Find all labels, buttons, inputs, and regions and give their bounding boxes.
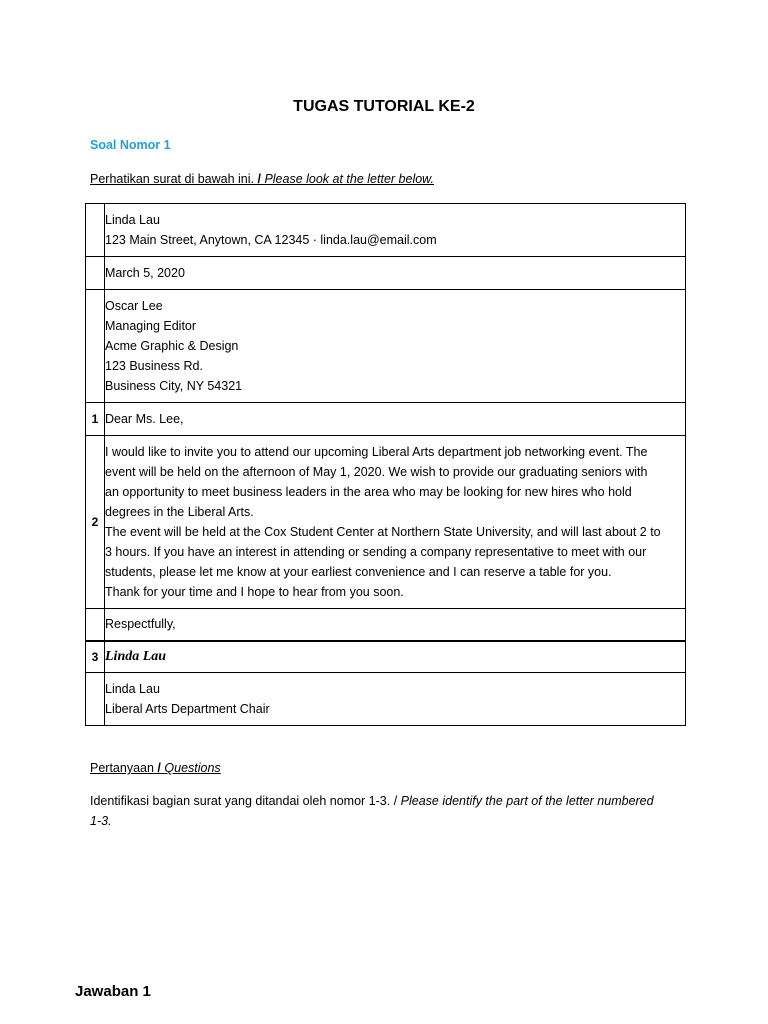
letter-table <box>85 203 686 726</box>
letter-row-closing <box>86 609 686 641</box>
letter-row-signature <box>86 641 686 673</box>
instruction-text-en: Please look at the letter below. <box>264 172 434 186</box>
recipient-line: Oscar Lee <box>105 299 163 313</box>
recipient-line: Managing Editor <box>105 319 197 333</box>
recipient-line: 123 Business Rd. <box>105 359 203 373</box>
row-number-3: 3 <box>86 641 105 673</box>
body-line: I would like to invite you to attend our upcoming Liberal Arts department job networking event. The <box>105 445 648 459</box>
letter-row-recipient <box>86 290 686 403</box>
sender-cell <box>105 204 686 257</box>
body-line: degrees in the Liberal Arts. <box>105 505 254 519</box>
signer-cell <box>105 673 686 726</box>
letter-row-body <box>86 436 686 609</box>
date-cell <box>105 257 686 290</box>
prompt-text-id: Identifikasi bagian surat yang ditandai oleh nomor 1-3. <box>90 794 391 808</box>
body-line: students, please let me know at your earliest convenience and I can reserve a table for you. <box>105 565 612 579</box>
signature-cell <box>105 641 686 673</box>
sender-address: 123 Main Street, Anytown, CA 12345 · linda.lau@email.com <box>105 233 437 247</box>
questions-heading <box>90 759 221 777</box>
body-line: an opportunity to meet business leaders in the area who may be looking for new hires who hold <box>105 485 632 499</box>
questions-heading-en: Questions <box>164 761 221 775</box>
row-number-cell <box>86 257 105 290</box>
answer-heading: Jawaban 1 <box>75 983 151 1000</box>
prompt-line-1 <box>90 791 654 811</box>
letter-instruction <box>90 170 434 188</box>
letter-date: March 5, 2020 <box>105 266 185 280</box>
salutation-cell <box>105 403 686 436</box>
letter-row-date <box>86 257 686 290</box>
prompt-text-en: Please identify the part of the letter numbered <box>400 794 654 808</box>
recipient-line: Acme Graphic & Design <box>105 339 239 353</box>
letter-row-sender <box>86 204 686 257</box>
instruction-separator: / <box>257 172 261 186</box>
row-number-cell <box>86 609 105 641</box>
body-line: The event will be held at the Cox Student Center at Northern State University, and will last about 2 to <box>105 525 661 539</box>
question-prompt <box>90 791 654 831</box>
body-line: 3 hours. If you have an interest in attending or sending a company representative to meet with our <box>105 545 647 559</box>
prompt-separator: / <box>393 794 398 808</box>
letter-row-signer <box>86 673 686 726</box>
sender-name: Linda Lau <box>105 213 160 227</box>
signature: Linda Lau <box>105 648 167 664</box>
questions-heading-id: Pertanyaan <box>90 761 154 775</box>
instruction-text-id: Perhatikan surat di bawah ini. <box>90 172 254 186</box>
recipient-cell <box>105 290 686 403</box>
signer-name: Linda Lau <box>105 682 160 696</box>
signer-title: Liberal Arts Department Chair <box>105 702 270 716</box>
body-line: event will be held on the afternoon of May 1, 2020. We wish to provide our graduating seniors with <box>105 465 648 479</box>
closing-cell <box>105 609 686 641</box>
body-line: Thank for your time and I hope to hear from you soon. <box>105 585 404 599</box>
row-number-2: 2 <box>86 436 105 609</box>
row-number-cell <box>86 204 105 257</box>
document-title: TUGAS TUTORIAL KE-2 <box>293 98 475 115</box>
row-number-cell <box>86 673 105 726</box>
letter-row-salutation <box>86 403 686 436</box>
complimentary-close: Respectfully, <box>105 617 176 632</box>
section-heading: Soal Nomor 1 <box>90 138 171 152</box>
recipient-line: Business City, NY 54321 <box>105 379 243 393</box>
row-number-cell <box>86 290 105 403</box>
salutation: Dear Ms. Lee, <box>105 412 184 426</box>
prompt-line-2: 1-3. <box>90 814 112 828</box>
questions-heading-separator: / <box>157 761 161 775</box>
row-number-1: 1 <box>86 403 105 436</box>
body-cell <box>105 436 686 609</box>
